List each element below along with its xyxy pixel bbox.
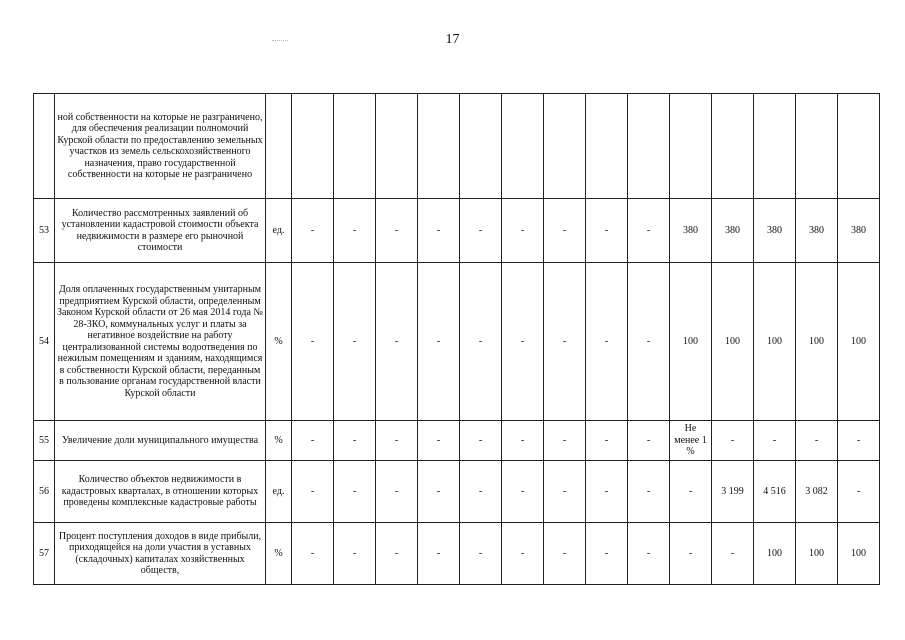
value-cell: - <box>586 199 628 263</box>
value-cell: - <box>838 421 880 461</box>
value-cell: - <box>628 461 670 523</box>
value-cell: 100 <box>754 523 796 585</box>
indicator-description: Доля оплаченных государственным унитарным предприятием Курской области, определенным Законом Курской области от 26 мая 2014 года № 28-ЗКО, коммунальных услуг и платы за негативное воздействие на работу централизованной системы водоотведения по нежилым помещениям и зданиям, находящимся в собственности Курской области, переданным в пользование органам государственной власти Курской области <box>55 263 266 421</box>
indicators-table <box>33 93 880 585</box>
value-cell: - <box>502 421 544 461</box>
row-number: 55 <box>34 421 55 461</box>
value-cell <box>418 94 460 199</box>
value-cell: - <box>334 461 376 523</box>
table-row <box>34 421 880 461</box>
value-cell: 3 082 <box>796 461 838 523</box>
value-cell <box>670 94 712 199</box>
value-cell <box>754 94 796 199</box>
value-cell: - <box>586 523 628 585</box>
value-cell: 380 <box>754 199 796 263</box>
value-cell: 100 <box>838 523 880 585</box>
value-cell: - <box>418 461 460 523</box>
value-cell: - <box>586 461 628 523</box>
unit-cell <box>266 94 292 199</box>
value-cell: 3 199 <box>712 461 754 523</box>
value-cell <box>712 94 754 199</box>
row-number: 53 <box>34 199 55 263</box>
value-cell: - <box>544 199 586 263</box>
unit-cell: % <box>266 523 292 585</box>
value-cell: - <box>334 421 376 461</box>
value-cell <box>334 94 376 199</box>
value-cell: - <box>418 263 460 421</box>
value-cell: - <box>292 461 334 523</box>
value-cell: - <box>544 263 586 421</box>
value-cell: - <box>292 199 334 263</box>
value-cell: - <box>544 523 586 585</box>
value-cell: 100 <box>838 263 880 421</box>
value-cell <box>376 94 418 199</box>
value-cell: 100 <box>670 263 712 421</box>
value-cell <box>502 94 544 199</box>
value-cell: - <box>460 461 502 523</box>
value-cell: - <box>628 421 670 461</box>
value-cell: - <box>502 199 544 263</box>
value-cell <box>628 94 670 199</box>
table-row <box>34 94 880 199</box>
value-cell: - <box>376 461 418 523</box>
value-cell: - <box>628 263 670 421</box>
value-cell: - <box>460 263 502 421</box>
row-number: 57 <box>34 523 55 585</box>
value-cell: - <box>712 421 754 461</box>
value-cell: 380 <box>838 199 880 263</box>
value-cell: - <box>670 523 712 585</box>
value-cell: - <box>292 523 334 585</box>
indicator-description: Процент поступления доходов в виде прибыли, приходящейся на доли участия в уставных (складочных) капиталах хозяйственных обществ, <box>55 523 266 585</box>
value-cell: - <box>754 421 796 461</box>
value-cell: 380 <box>670 199 712 263</box>
row-number: 56 <box>34 461 55 523</box>
value-cell: - <box>628 523 670 585</box>
value-cell: Не менее 1 % <box>670 421 712 461</box>
value-cell: - <box>586 263 628 421</box>
value-cell: - <box>292 421 334 461</box>
value-cell <box>796 94 838 199</box>
value-cell: - <box>586 421 628 461</box>
value-cell: - <box>796 421 838 461</box>
value-cell: - <box>460 523 502 585</box>
unit-cell: ед. <box>266 199 292 263</box>
table-row <box>34 523 880 585</box>
value-cell: 380 <box>712 199 754 263</box>
value-cell: 4 516 <box>754 461 796 523</box>
value-cell: - <box>334 523 376 585</box>
value-cell: - <box>838 461 880 523</box>
unit-cell: % <box>266 421 292 461</box>
value-cell: - <box>418 523 460 585</box>
value-cell: - <box>670 461 712 523</box>
value-cell: - <box>292 263 334 421</box>
indicator-description: Количество объектов недвижимости в кадастровых кварталах, в отношении которых проведены комплексные кадастровые работы <box>55 461 266 523</box>
value-cell: - <box>418 199 460 263</box>
value-cell: - <box>376 263 418 421</box>
value-cell: - <box>334 199 376 263</box>
unit-cell: % <box>266 263 292 421</box>
value-cell: - <box>418 421 460 461</box>
table-row <box>34 461 880 523</box>
value-cell: - <box>460 199 502 263</box>
value-cell: - <box>376 421 418 461</box>
value-cell: 100 <box>796 263 838 421</box>
scan-artifact <box>272 40 288 43</box>
table-row <box>34 263 880 421</box>
value-cell: - <box>334 263 376 421</box>
value-cell: - <box>544 461 586 523</box>
row-number <box>34 94 55 199</box>
indicator-description: Увеличение доли муниципального имущества <box>55 421 266 461</box>
page-number: 17 <box>445 32 460 47</box>
value-cell: - <box>460 421 502 461</box>
value-cell <box>460 94 502 199</box>
value-cell: - <box>628 199 670 263</box>
value-cell: - <box>544 421 586 461</box>
indicator-description: ной собственности на которые не разграничено, для обеспечения реализации полномочий Курской области по предоставлению земельных участков из земель сельскохозяйственного назначения, право государственной собственности на которые не разграничено <box>55 94 266 199</box>
value-cell: - <box>376 199 418 263</box>
value-cell: - <box>376 523 418 585</box>
value-cell: - <box>502 461 544 523</box>
value-cell <box>292 94 334 199</box>
row-number: 54 <box>34 263 55 421</box>
value-cell: 100 <box>712 263 754 421</box>
value-cell <box>838 94 880 199</box>
value-cell: - <box>712 523 754 585</box>
table-row <box>34 199 880 263</box>
value-cell: 380 <box>796 199 838 263</box>
value-cell: 100 <box>754 263 796 421</box>
value-cell: 100 <box>796 523 838 585</box>
value-cell <box>586 94 628 199</box>
indicator-description: Количество рассмотренных заявлений об установлении кадастровой стоимости объекта недвижимости в размере его рыночной стоимости <box>55 199 266 263</box>
unit-cell: ед. <box>266 461 292 523</box>
value-cell: - <box>502 523 544 585</box>
value-cell <box>544 94 586 199</box>
value-cell: - <box>502 263 544 421</box>
